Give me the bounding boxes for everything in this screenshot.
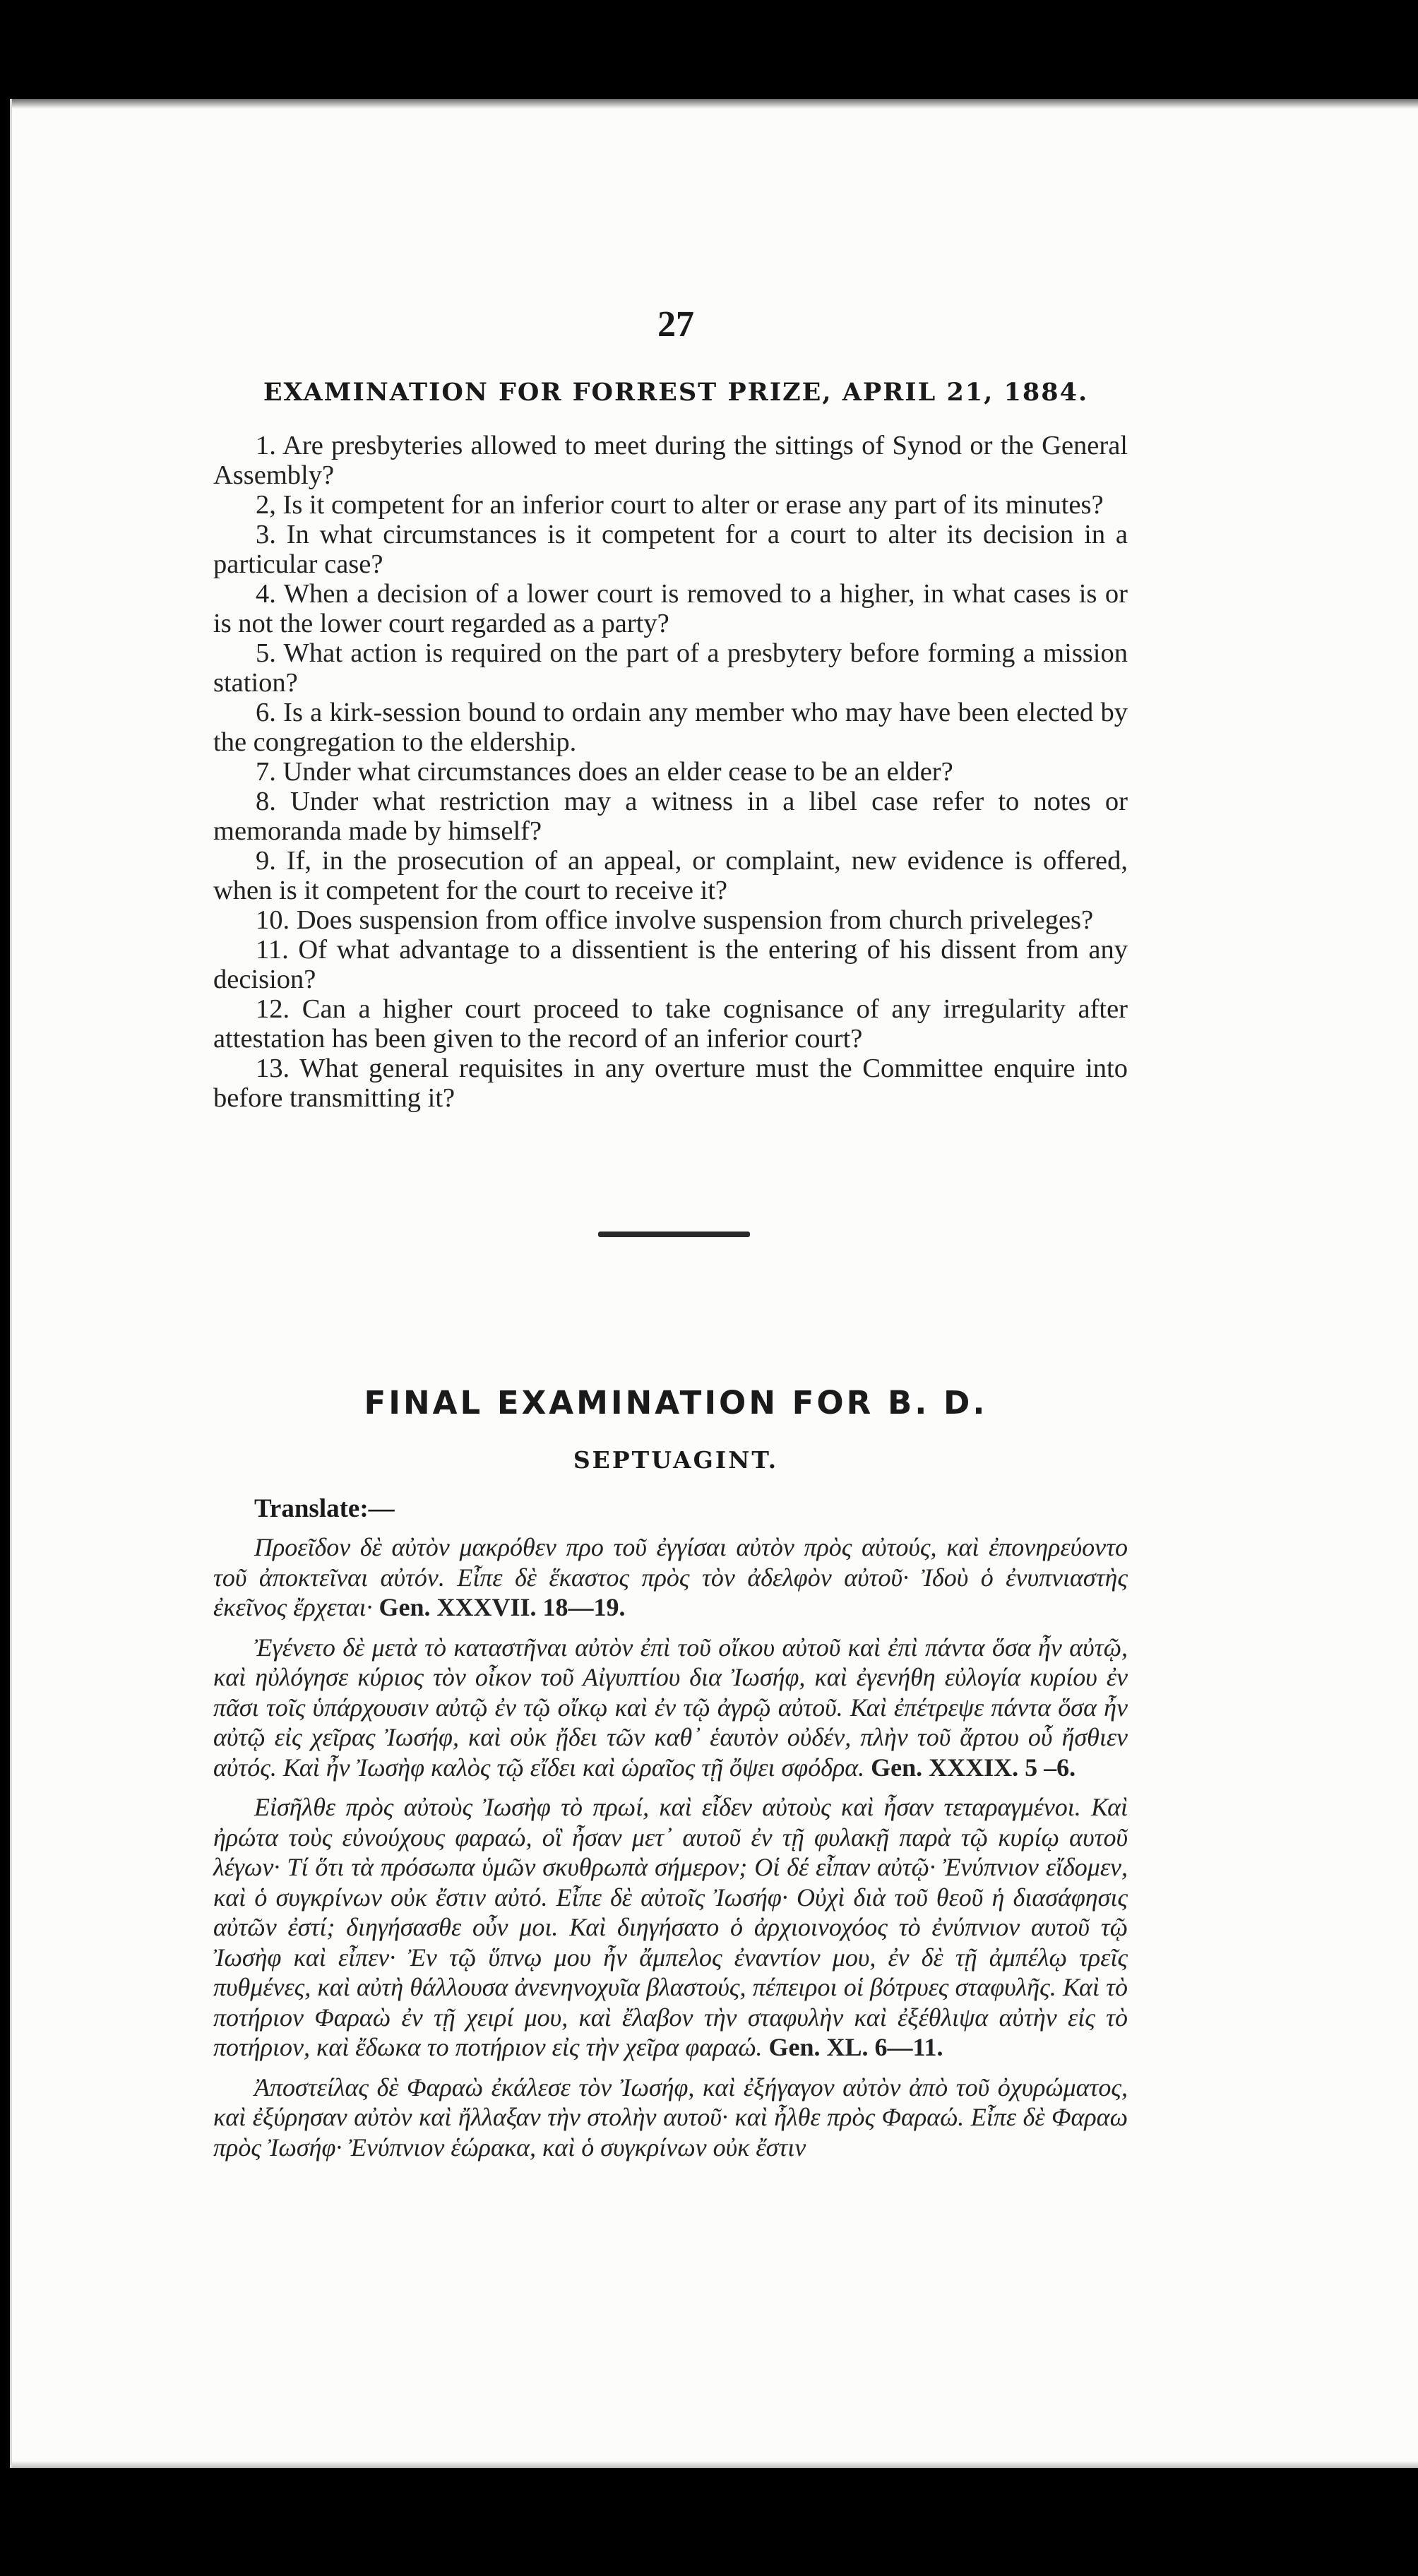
section-divider [598, 1232, 750, 1237]
question-text: If, in the prosecution of an appeal, or complaint, new evidence is offered, when is it competent for the court to receive it? [213, 846, 1128, 905]
question-item [213, 1054, 1128, 1113]
question-number: 6. [256, 698, 276, 727]
question-number: 11. [256, 935, 289, 965]
question-item [213, 431, 1128, 490]
question-text: When a decision of a lower court is removed to a higher, in what cases is or is not the lower court regarded as a party? [213, 579, 1128, 638]
question-text: Is a kirk-session bound to ordain any member who may have been elected by the congregation to the eldership. [213, 698, 1128, 757]
greek-passage [213, 1792, 1128, 2063]
question-number: 9. [256, 846, 276, 876]
greek-passage [213, 2073, 1128, 2163]
question-item [213, 698, 1128, 757]
greek-passage [213, 1532, 1128, 1623]
question-text: Can a higher court proceed to take cognisance of any irregularity after attestation has been given to the record of an inferior court? [213, 994, 1128, 1054]
question-item [213, 787, 1128, 846]
question-text: Does suspension from office involve suspension from church priveleges? [296, 905, 1094, 935]
greek-passages [213, 1532, 1128, 2172]
question-item [213, 757, 1128, 787]
question-number: 2, [256, 490, 276, 520]
page-edge-shadow [12, 99, 1418, 109]
question-item [213, 490, 1128, 520]
scripture-reference: Gen. XXXIX. 5 –6. [871, 1753, 1076, 1782]
question-item [213, 905, 1128, 935]
translate-label: Translate:— [254, 1494, 395, 1523]
question-text: Under what circumstances does an elder cease to be an elder? [282, 757, 953, 787]
question-text: Is it competent for an inferior court to alter or erase any part of its minutes? [282, 490, 1104, 520]
question-number: 13. [256, 1054, 290, 1083]
passage-text: Ἀποστείλας δὲ Φαραὼ ἐκάλεσε τὸν Ἰωσήφ, καὶ ἐξήγαγον αὐτὸν ἀπὸ τοῦ ὀχυρώματος, καὶ ἐξύρησαν αὐτὸν καὶ ἤλλαξαν τὴν στολὴν αυτοῦ· καὶ ἦλθε πρὸς Φαραώ. Εἶπε δὲ Φαραω πρὸς Ἰωσήφ· Ἐνύπνιον ἑώρακα, καὶ ὁ συγκρίνων οὐκ ἔστιν [213, 2073, 1128, 2161]
question-item [213, 579, 1128, 638]
question-text: What action is required on the part of a presbytery before forming a mission station? [213, 638, 1128, 698]
question-text: Are presbyteries allowed to meet during the sittings of Synod or the General Assembly? [213, 431, 1128, 490]
exam-heading: EXAMINATION FOR FORREST PRIZE, APRIL 21, 1884. [263, 378, 1089, 407]
question-number: 10. [256, 905, 290, 935]
question-text: Of what advantage to a dissentient is the entering of his dissent from any decision? [213, 935, 1128, 994]
question-list [213, 431, 1128, 1113]
page-bottom-edge [12, 2461, 1418, 2468]
question-number: 8. [256, 787, 276, 816]
passage-text: Εἰσῆλθε πρὸς αὐτοὺς Ἰωσὴφ τὸ πρωί, καὶ εἶδεν αὐτοὺς καὶ ἦσαν τεταραγμένοι. Καὶ ἠρώτα τοὺς εὐνούχους φαραώ, οἳ ἦσαν μετ᾽ αυτοῦ ἐν τῇ φυλακῇ παρὰ τῷ κυρίῳ αυτοῦ λέγων· Τί ὅτι τὰ πρόσωπα ὑμῶν σκυθρωπὰ σήμερον; Οἱ δέ εἶπαν αὐτῷ· Ἐνύπνιον εἴδομεν, καὶ ὁ συγκρίνων οὐκ ἔστιν αὐτό. Εἶπε δὲ αὐτοῖς Ἰωσήφ· Οὐχὶ διὰ τοῦ θεοῦ ἡ διασάφησις αὐτῶν ἐστί; διηγήσασθε οὖν μοι. Καὶ διηγήσατο ὁ ἀρχιοινοχόος τὸ ἐνύπνιον αυτοῦ τῷ Ἰωσὴφ καὶ εἶπεν· Ἐν τῷ ὕπνῳ μου ἦν ἄμπελος ἐναντίον μου, ἐν δὲ τῇ ἀμπέλῳ τρεῖς πυθμένες, καὶ αὐτὴ θάλλουσα ἀνενηνοχυῖα βλαστούς, πέπειροι οἱ βότρυες σταφυλῆς. Καὶ τὸ ποτήριον Φαραὼ ἐν τῇ χειρί μου, καὶ ἔλαβον τὴν σταφυλὴν καὶ ἐξέθλιψα αὐτὴν εἰς τὸ ποτήριον, καὶ ἔδωκα το ποτήριον εἰς τὴν χεῖρα φαραώ. [213, 1793, 1128, 2061]
final-exam-heading: FINAL EXAMINATION FOR B. D. [364, 1384, 988, 1421]
question-number: 12. [256, 994, 290, 1024]
document-page [10, 99, 1418, 2468]
question-number: 5. [256, 638, 276, 668]
question-text: In what circumstances is it competent for a court to alter its decision in a particular case? [213, 520, 1128, 579]
scripture-reference: Gen. XXXVII. 18—19. [379, 1593, 626, 1621]
question-number: 1. [256, 431, 276, 460]
question-text: What general requisites in any overture must the Committee enquire into before transmitting it? [213, 1054, 1128, 1113]
question-number: 7. [256, 757, 276, 787]
section-heading: SEPTUAGINT. [573, 1446, 779, 1474]
question-item [213, 994, 1128, 1054]
page-number: 27 [657, 304, 694, 345]
question-item [213, 520, 1128, 579]
question-number: 3. [256, 520, 276, 549]
question-number: 4. [256, 579, 276, 609]
scripture-reference: Gen. XL. 6—11. [768, 2033, 943, 2061]
passage-text: Ἐγένετο δὲ μετὰ τὸ καταστῆναι αὐτὸν ἐπὶ τοῦ οἴκου αὐτοῦ καὶ ἐπὶ πάντα ὅσα ἦν αὐτῷ, καὶ ηὐλόγησε κύριος τὸν οἶκον τοῦ Αἰγυπτίου δια Ἰωσήφ, καὶ ἐγενήθη εὐλογία κυρίου ἐν πᾶσι τοῖς ὑπάρχουσιν αὐτῷ ἐν τῷ οἴκῳ καὶ ἐν τῷ ἀγρῷ αὐτοῦ. Καὶ ἐπέτρεψε πάντα ὅσα ἦν αὐτῷ εἰς χεῖρας Ἰωσήφ, καὶ οὐκ ᾔδει τῶν καθ᾽ ἑαυτὸν οὐδέν, πλὴν τοῦ ἄρτου οὗ ἤσθιεν αὐτός. Καὶ ἦν Ἰωσὴφ καλὸς τῷ εἴδει καὶ ὡραῖος τῇ ὄψει σφόδρα. [213, 1633, 1128, 1782]
question-item [213, 935, 1128, 994]
question-item [213, 846, 1128, 905]
passage-text: Προεῖδον δὲ αὐτὸν μακρόθεν προ τοῦ ἐγγίσαι αὐτὸν πρὸς αὐτούς, καὶ ἐπονηρεύοντο τοῦ ἀποκτεῖναι αὐτόν. Εἶπε δὲ ἕκαστος πρὸς τὸν ἀδελφὸν αὐτοῦ· Ἰδοὺ ὁ ἐνυπνιαστὴς ἐκεῖνος ἔρχεται· [213, 1533, 1128, 1621]
question-item [213, 638, 1128, 698]
greek-passage [213, 1633, 1128, 1783]
question-text: Under what restriction may a witness in a libel case refer to notes or memoranda made by himself? [213, 787, 1128, 846]
